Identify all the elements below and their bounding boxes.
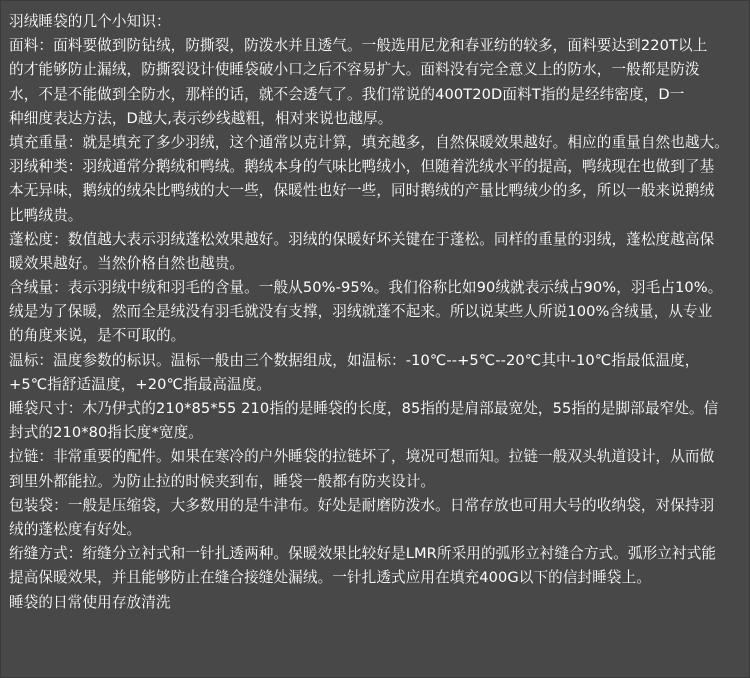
text-line: 填充重量：就是填充了多少羽绒，这个通常以克计算，填充越多，自然保暖效果越好。相应的重量自然也越大。: [9, 133, 729, 151]
text-line: 提高保暖效果，并且能够防止在缝合接缝处漏绒。一针扎透式应用在填充400G以下的信封睡袋上。: [9, 569, 652, 587]
text-line: 本无异味，鹅绒的绒朵比鸭绒的大一些，保暖性也好一些，同时鹅绒的产量比鸭绒少的多，所以一般来说鹅绒: [9, 182, 715, 200]
text-line: 含绒量：表示羽绒中绒和羽毛的含量。一般从50%-95%。我们俗称比如90绒就表示绒占90%，羽毛占10%。: [9, 279, 723, 297]
text-line: 蓬松度：数值越大表示羽绒蓬松效果越好。羽绒的保暖好坏关键在于蓬松。同样的重量的羽绒，蓬松度越高保: [9, 230, 715, 248]
text-line: 温标：温度参数的标识。温标一般由三个数据组成，如温标：-10℃--+5℃--20℃其中-10℃指最低温度，: [9, 351, 700, 369]
text-line: 到里外都能拉。为防止拉的时候夹到布，睡袋一般都有防夹设计。: [9, 472, 436, 490]
text-line: 拉链：非常重要的配件。如果在寒冷的户外睡袋的拉链坏了，境况可想而知。拉链一般双头轨道设计，从而做: [9, 448, 715, 466]
text-line: 睡袋的日常使用存放清洗: [9, 593, 171, 611]
text-line: 绒是为了保暖，然而全是绒没有羽毛就没有支撑，羽绒就蓬不起来。所以说某些人所说100%含绒量，从专业: [9, 303, 713, 321]
text-line: 封式的210*80指长度*宽度。: [9, 424, 203, 442]
text-line: 种细度表达方法，D越大,表示纱线越粗，相对来说也越厚。: [9, 109, 393, 127]
text-line: 水，不是不能做到全防水，那样的话，就不会透气了。我们常说的400T20D面料T指的是经纬密度，D一: [9, 85, 685, 103]
text-line: 包装袋：一般是压缩袋，大多数用的是牛津布。好处是耐磨防泼水。日常存放也可用大号的收纳袋，对保持羽: [9, 496, 715, 514]
text-line: 面料：面料要做到防钻绒，防撕裂，防泼水并且透气。一般选用尼龙和春亚纺的较多，面料要达到220T以上: [9, 37, 708, 55]
text-line: 睡袋尺寸：木乃伊式的210*85*55 210指的是睡袋的长度，85指的是肩部最宽处，55指的是脚部最窄处。信: [9, 400, 719, 417]
article-title: 羽绒睡袋的几个小知识：: [9, 13, 171, 30]
text-line: 比鸭绒贵。: [9, 206, 83, 224]
text-line: 羽绒种类：羽绒通常分鹅绒和鸭绒。鹅绒本身的气味比鸭绒小，但随着洗绒水平的提高，鸭绒现在也做到了基: [9, 158, 715, 176]
text-line: 绗缝方式：绗缝分立衬式和一针扎透两种。保暖效果比较好是LMR所采用的弧形立衬缝合方式。弧形立衬式能: [9, 545, 717, 563]
text-line: 绒的蓬松度有好处。: [9, 520, 142, 538]
text-line: 暖效果越好。当然价格自然也越贵。: [9, 254, 245, 272]
text-line: 的才能够防止漏绒，防撕裂设计使睡袋破小口之后不容易扩大。面料没有完全意义上的防水，一般都是防泼: [9, 61, 700, 79]
text-line: 的角度来说，是不可取的。: [9, 327, 186, 345]
text-line: +5℃指舒适温度，+20℃指最高温度。: [9, 375, 272, 393]
